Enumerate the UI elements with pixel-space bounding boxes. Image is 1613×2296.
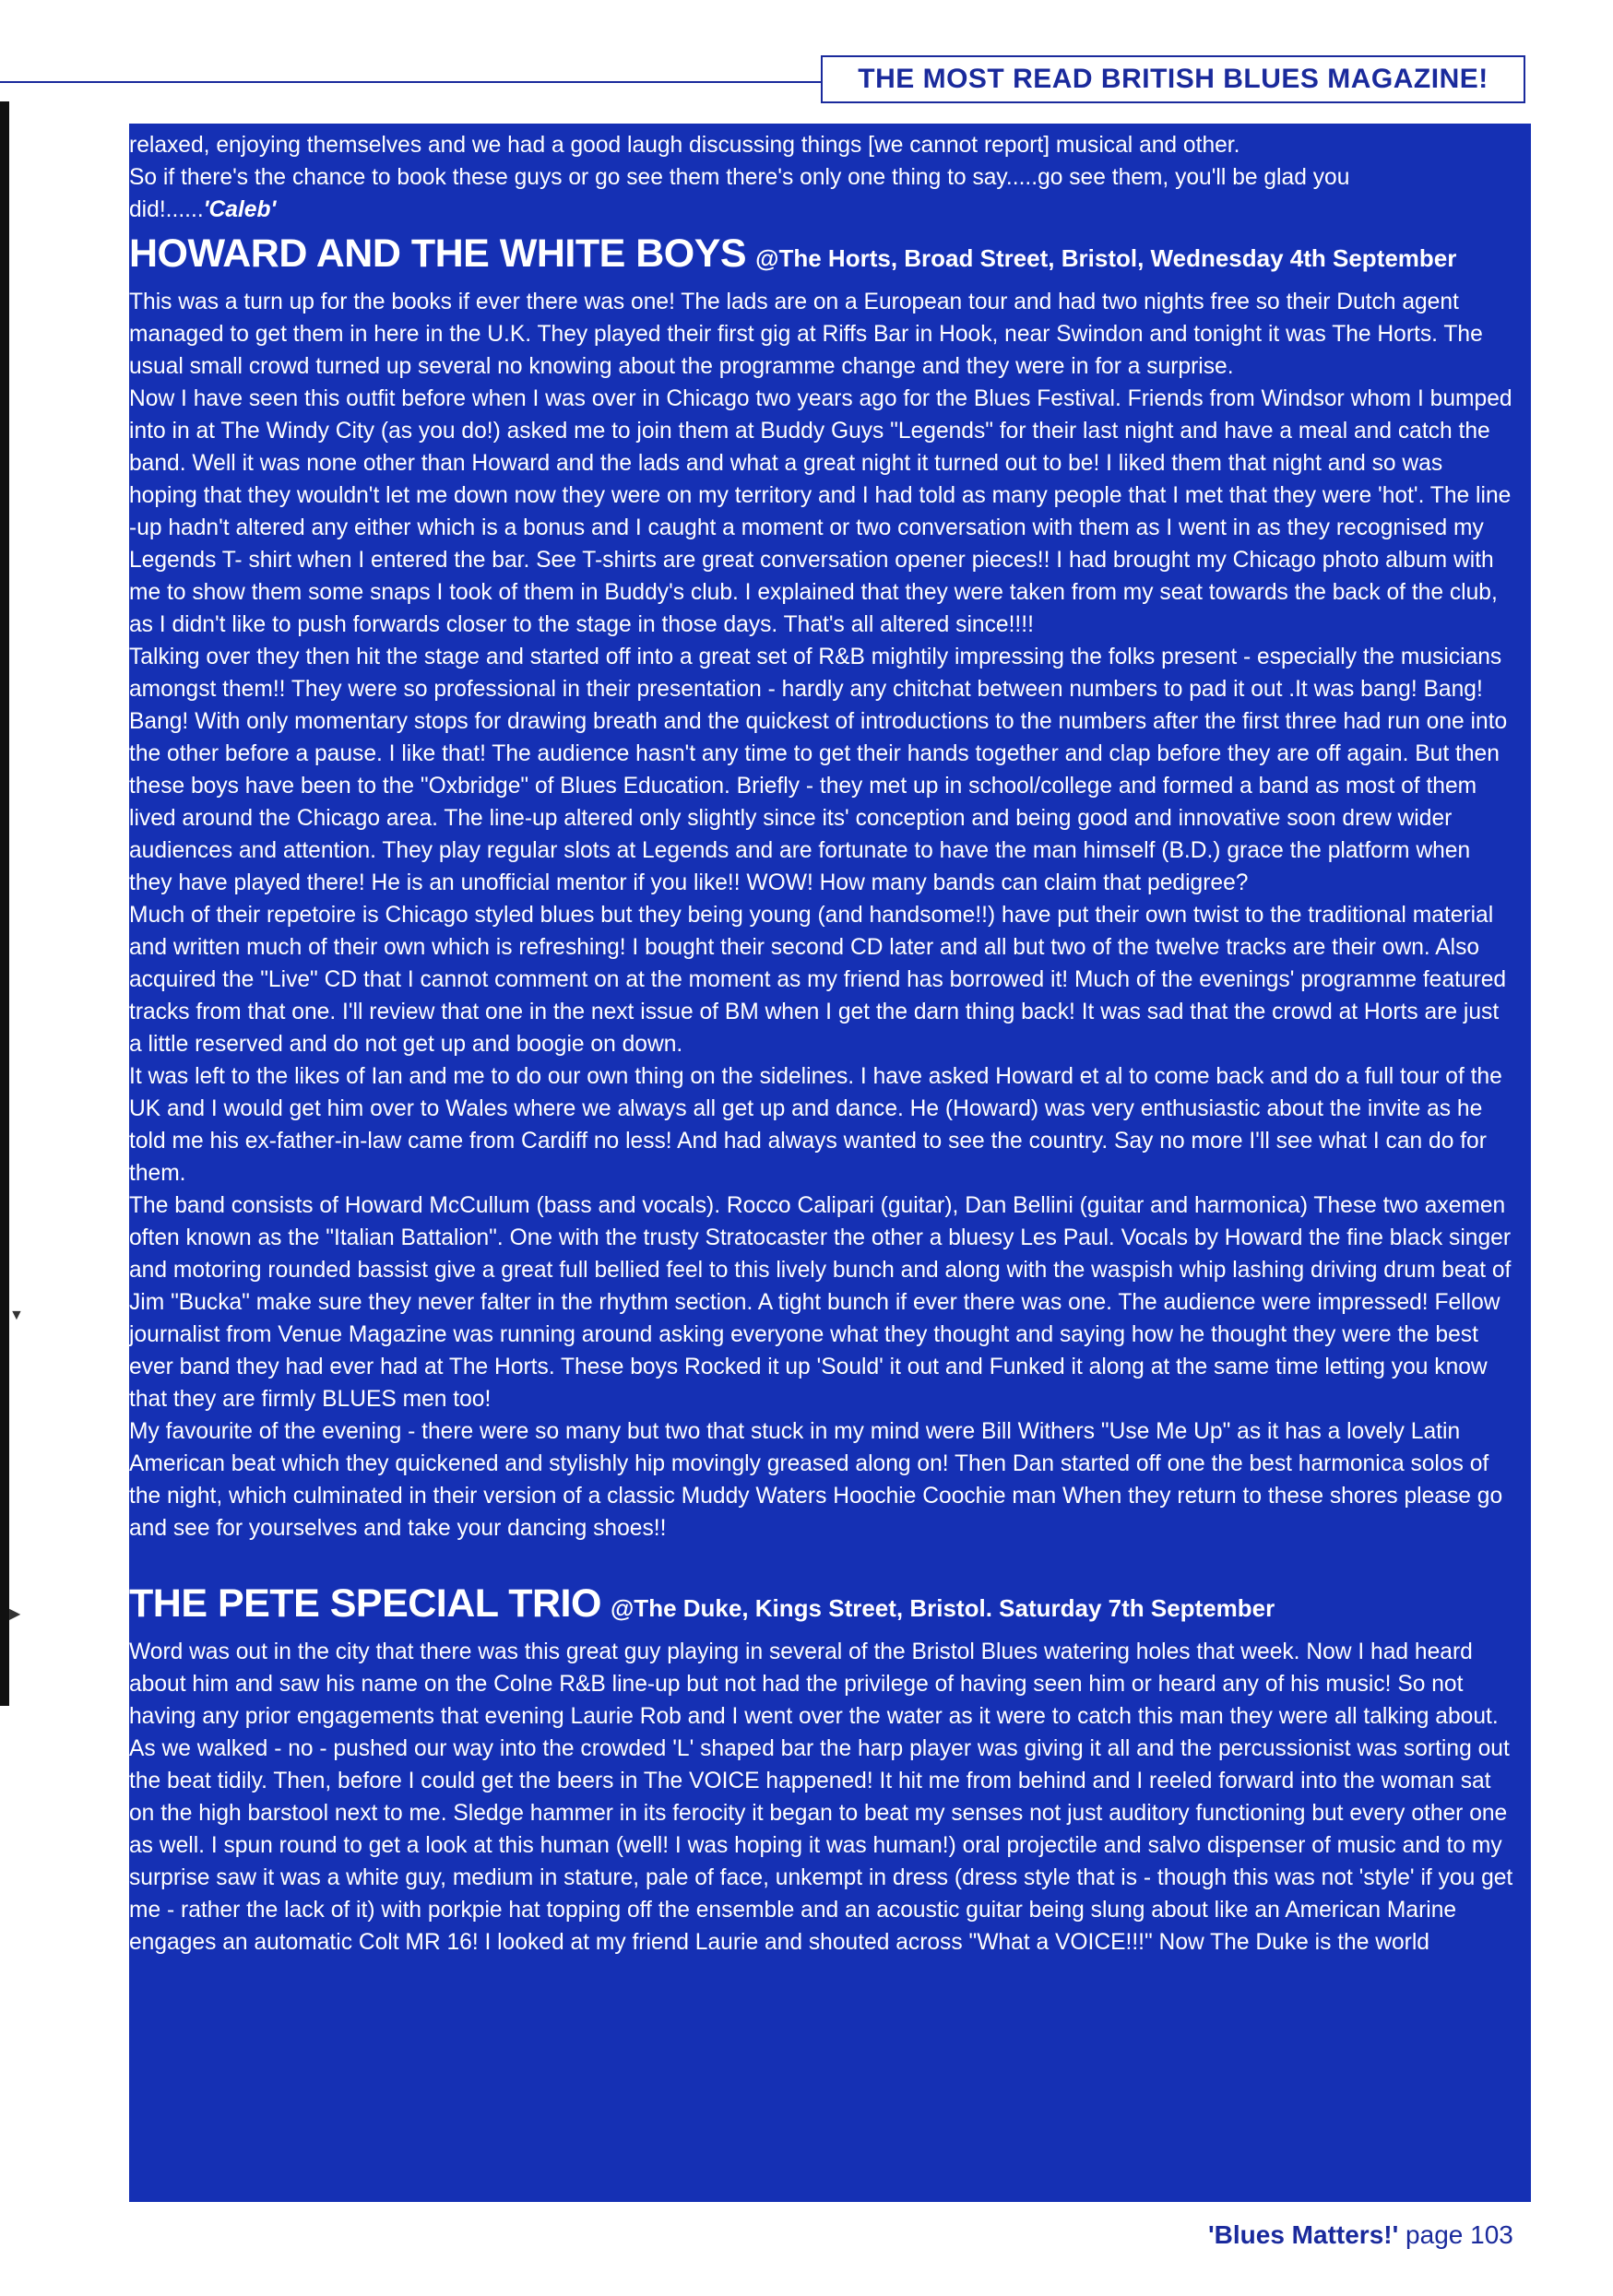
page-number: page 103 [1405,2220,1513,2249]
page-edge-shadow [0,101,9,1706]
intro-line: relaxed, enjoying themselves and we had a good laugh discussing things [we cannot report] musical and other. [129,133,1240,158]
section-heading [129,1576,1514,1636]
page-footer [1208,2220,1513,2250]
margin-mark: ▶ [9,1606,21,1622]
section-location: @The Horts, Broad Street, Bristol, Wednesday 4th September [755,244,1457,272]
paragraph: Word was out in the city that there was this great guy playing in several of the Bristol Blues watering holes that week. Now I had heard about him and saw his name on the Colne R&B line-up but not had the privilege of having seen him or heard any of his music! So not having any prior engagements that evening Laurie Rob and I went over the water as it were to catch this man they were all talking about. [129,1639,1499,1729]
paragraph: This was a turn up for the books if ever there was one! The lads are on a European tour and had two nights free so their Dutch agent managed to get them in here in the U.K. They played their first gig at Riffs Bar in Hook, near Swindon and tonight it was The Horts. The usual small crowd turned up several no knowing about the programme change and they were in for a surprise. [129,290,1483,379]
header-rule [0,81,821,83]
margin-mark: ▼ [9,1308,24,1323]
paragraph: As we walked - no - pushed our way into the crowded 'L' shaped bar the harp player was giving it all and the percussionist was sorting out the beat tidily. Then, before I could get the beers in The VOICE happened! It hit me from behind and I reeled forward into the woman sat on the high barstool next to me. Sledge hammer in its ferocity it began to beat my senses not just auditory functioning but every other one as well. I spun round to get a look at this human (well! I was hoping it was human!) oral projectile and salvo dispenser of music and to my surprise saw it was a white guy, medium in stature, pale of face, unkempt in dress (dress style that is - though this was not 'style' if you get me - rather the lack of it) with porkpie hat topping off the ensemble and an acoustic guitar being slung about like an American Marine engages an automatic Colt MR 16! I looked at my friend Laurie and shouted across "What a VOICE!!!" Now The Duke is the world [129,1736,1513,1955]
section-spacer [129,1544,1514,1576]
author-signoff: 'Caleb' [203,197,277,222]
section-location: @The Duke, Kings Street, Bristol. Saturday 7th September [610,1594,1275,1622]
magazine-banner [821,55,1525,103]
paragraph: My favourite of the evening - there were so many but two that stuck in my mind were Bill Withers "Use Me Up" as it has a lovely Latin American beat which they quickened and stylishly hip movingly greased along on! Then Dan started off one the best harmonica solos of the night, which culminated in their version of a classic Muddy Waters Hoochie Coochie man When they return to these shores please go and see for yourselves and take your dancing shoes!! [129,1419,1503,1541]
intro-last: did!...... [129,197,204,222]
paragraph: It was left to the likes of Ian and me to do our own thing on the sidelines. I have asked Howard et al to come back and do a full tour of the UK and I would get him over to Wales where we always all get up and dance. He (Howard) was very enthusiastic about the invite as he told me his ex-father-in-law came from Cardiff no less! And had always wanted to see the country. Say no more I'll see what I can do for them. [129,1064,1502,1186]
article-panel [129,124,1531,2202]
section-title: HOWARD AND THE WHITE BOYS [129,231,747,276]
paragraph: Talking over they then hit the stage and started off into a great set of R&B mightily impressing the folks present - especially the musicians amongst them!! They were so professional in their presentation - hardly any chitchat between numbers to pad it out .It was bang! Bang! Bang! With only momentary stops for drawing breath and the quickest of introductions to the numbers after the first three had run one into the other before a pause. I like that! The audience hasn't any time to get their hands together and clap before they are off again. But then these boys have been to the "Oxbridge" of Blues Education. Briefly - they met up in school/college and formed a band as most of them lived around the Chicago area. The line-up altered only slightly since its' conception and being good and innovative soon drew wider audiences and attention. They play regular slots at Legends and are fortunate to have the man himself (B.D.) grace the platform when they have played there! He is an unofficial mentor if you like!! WOW! How many bands can claim that pedigree? [129,645,1508,895]
intro-closing [129,194,1514,226]
magazine-name: 'Blues Matters!' [1208,2220,1399,2249]
intro-line: So if there's the chance to book these guys or go see them there's only one thing to say.....go see them, you'll be glad you [129,165,1350,190]
paragraph: The band consists of Howard McCullum (bass and vocals). Rocco Calipari (guitar), Dan Bellini (guitar and harmonica) These two axemen often known as the "Italian Battalion". One with the trusty Stratocaster the other a bluesy Les Paul. Vocals by Howard the fine black singer and motoring rounded bassist give a great full bellied feel to this lively bunch and along with the waspish whip lashing driving drum beat of Jim "Bucka" make sure they never falter in the rhythm section. A tight bunch if ever there was one. The audience were impressed! Fellow journalist from Venue Magazine was running around asking everyone what they thought and saying how he thought they were the best ever band they had ever had at The Horts. These boys Rocked it up 'Sould' it out and Funked it along at the same time letting you know that they are firmly BLUES men too! [129,1193,1512,1412]
banner-text: THE MOST READ BRITISH BLUES MAGAZINE! [858,64,1488,94]
paragraph: Now I have seen this outfit before when I was over in Chicago two years ago for the Blues Festival. Friends from Windsor whom I bumped into in at The Windy City (as you do!) asked me to join them at Buddy Guys "Legends" for their last night and have a meal and catch the band. Well it was none other than Howard and the lads and what a great night it turned out to be! I liked them that night and so was hoping that they wouldn't let me down now they were on my territory and I had told as many people that I met that they were 'hot'. The line -up hadn't altered any either which is a bonus and I caught a moment or two conversation with them as I went in as they recognised my Legends T- shirt when I entered the bar. See T-shirts are great conversation opener pieces!! I had brought my Chicago photo album with me to show them some snaps I took of them in Buddy's club. I explained that they were taken from my seat towards the back of the club, as I didn't like to push forwards closer to the stage in those days. That's all altered since!!!! [129,386,1512,637]
section-title: THE PETE SPECIAL TRIO [129,1581,601,1626]
paragraph: Much of their repetoire is Chicago styled blues but they being young (and handsome!!) have put their own twist to the traditional material and written much of their own which is refreshing! I bought their second CD later and all but two of the twelve tracks are their own. Also acquired the "Live" CD that I cannot comment on at the moment as my friend has borrowed it! Much of the evenings' programme featured tracks from that one. I'll review that one in the next issue of BM when I get the darn thing back! It was sad that the crowd at Horts are just a little reserved and do not get up and boogie on down. [129,903,1507,1057]
section-heading [129,226,1514,286]
